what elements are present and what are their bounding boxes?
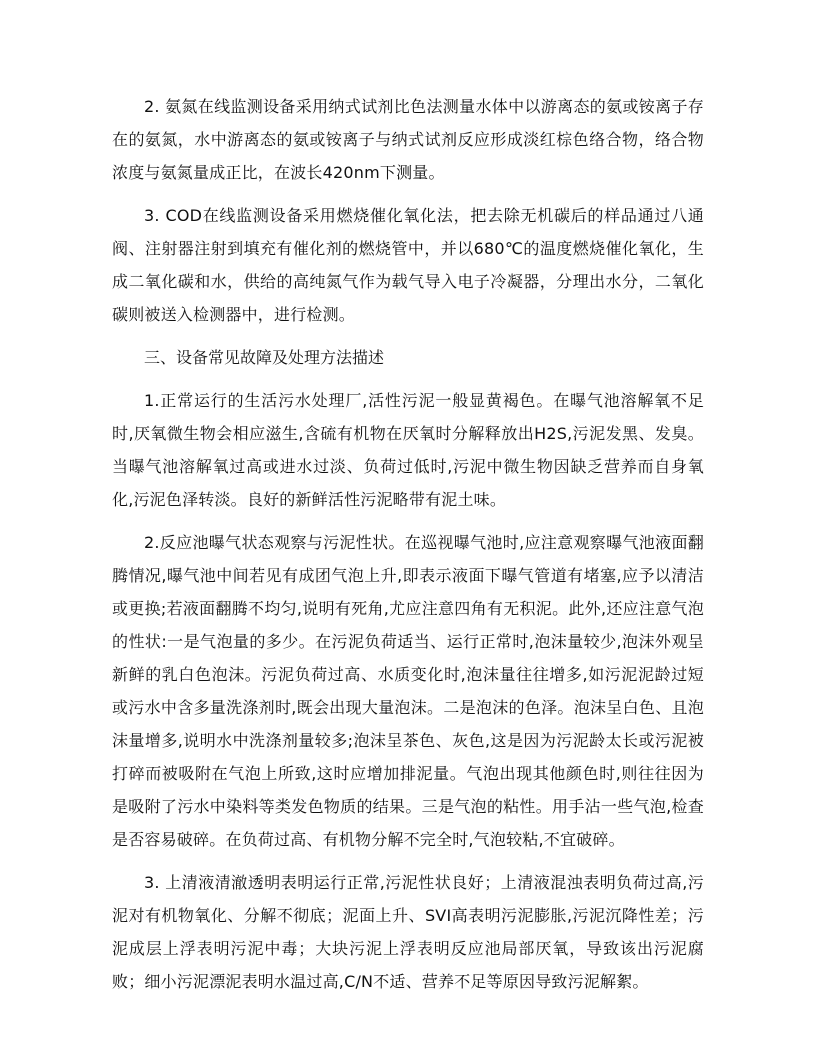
section-heading-faults: 三、设备常见故障及处理方法描述 (144, 348, 385, 367)
paragraph-cod-monitoring: 3. COD在线监测设备采用燃烧催化氧化法，把去除无机碳后的样品通过八通阀、注射器注射到填充有催化剂的燃烧管中，并以680℃的温度燃烧催化氧化，生成二氧化碳和水，供给的高纯氮气作为载气导入电子冷凝器，分理出水分，二氧化碳则被送入检测器中，进行检测。 (112, 206, 704, 324)
paragraph-supernatant: 3. 上清液清澈透明表明运行正常,污泥性状良好；上清液混浊表明负荷过高,污泥对有机物氧化、分解不彻底；泥面上升、SVI高表明污泥膨胀,污泥沉降性差；污泥成层上浮表明污泥中毒；大块污泥上浮表明反应池局部厌氧，导致该出污泥腐败；细小污泥漂泥表明水温过高,C/N不适、营养不足等原因导致污泥解絮。 (112, 873, 704, 991)
paragraph-ammonia-monitoring: 2. 氨氮在线监测设备采用纳式试剂比色法测量水体中以游离态的氨或铵离子存在的氨氮，水中游离态的氨或铵离子与纳式试剂反应形成淡红棕色络合物，络合物浓度与氨氮量成正比，在波长420nm下测量。 (112, 97, 704, 182)
document-page (112, 90, 704, 998)
paragraph-sludge-color: 1.正常运行的生活污水处理厂,活性污泥一般显黄褐色。在曝气池溶解氧不足时,厌氧微生物会相应滋生,含硫有机物在厌氧时分解释放出H2S,污泥发黑、发臭。当曝气池溶解氧过高或进水过淡、负荷过低时,污泥中微生物因缺乏营养而自身氧化,污泥色泽转淡。良好的新鲜活性污泥略带有泥土味。 (112, 391, 704, 509)
paragraph-aeration-observation: 2.反应池曝气状态观察与污泥性状。在巡视曝气池时,应注意观察曝气池液面翻腾情况,曝气池中间若见有成团气泡上升,即表示液面下曝气管道有堵塞,应予以清洁或更换;若液面翻腾不均匀,说明有死角,尤应注意四角有无积泥。此外,还应注意气泡的性状:一是气泡量的多少。在污泥负荷适当、运行正常时,泡沫量较少,泡沫外观呈新鲜的乳白色泡沫。污泥负荷过高、水质变化时,泡沫量往往增多,如污泥泥龄过短或污水中含多量洗涤剂时,既会出现大量泡沫。二是泡沫的色泽。泡沫呈白色、且泡沫量增多,说明水中洗涤剂量较多;泡沫呈茶色、灰色,这是因为污泥龄太长或污泥被打碎而被吸附在气泡上所致,这时应增加排泥量。气泡出现其他颜色时,则往往因为是吸附了污水中染料等类发色物质的结果。三是气泡的粘性。用手沾一些气泡,检查是否容易破碎。在负荷过高、有机物分解不完全时,气泡较粘,不宜破碎。 (112, 533, 704, 849)
